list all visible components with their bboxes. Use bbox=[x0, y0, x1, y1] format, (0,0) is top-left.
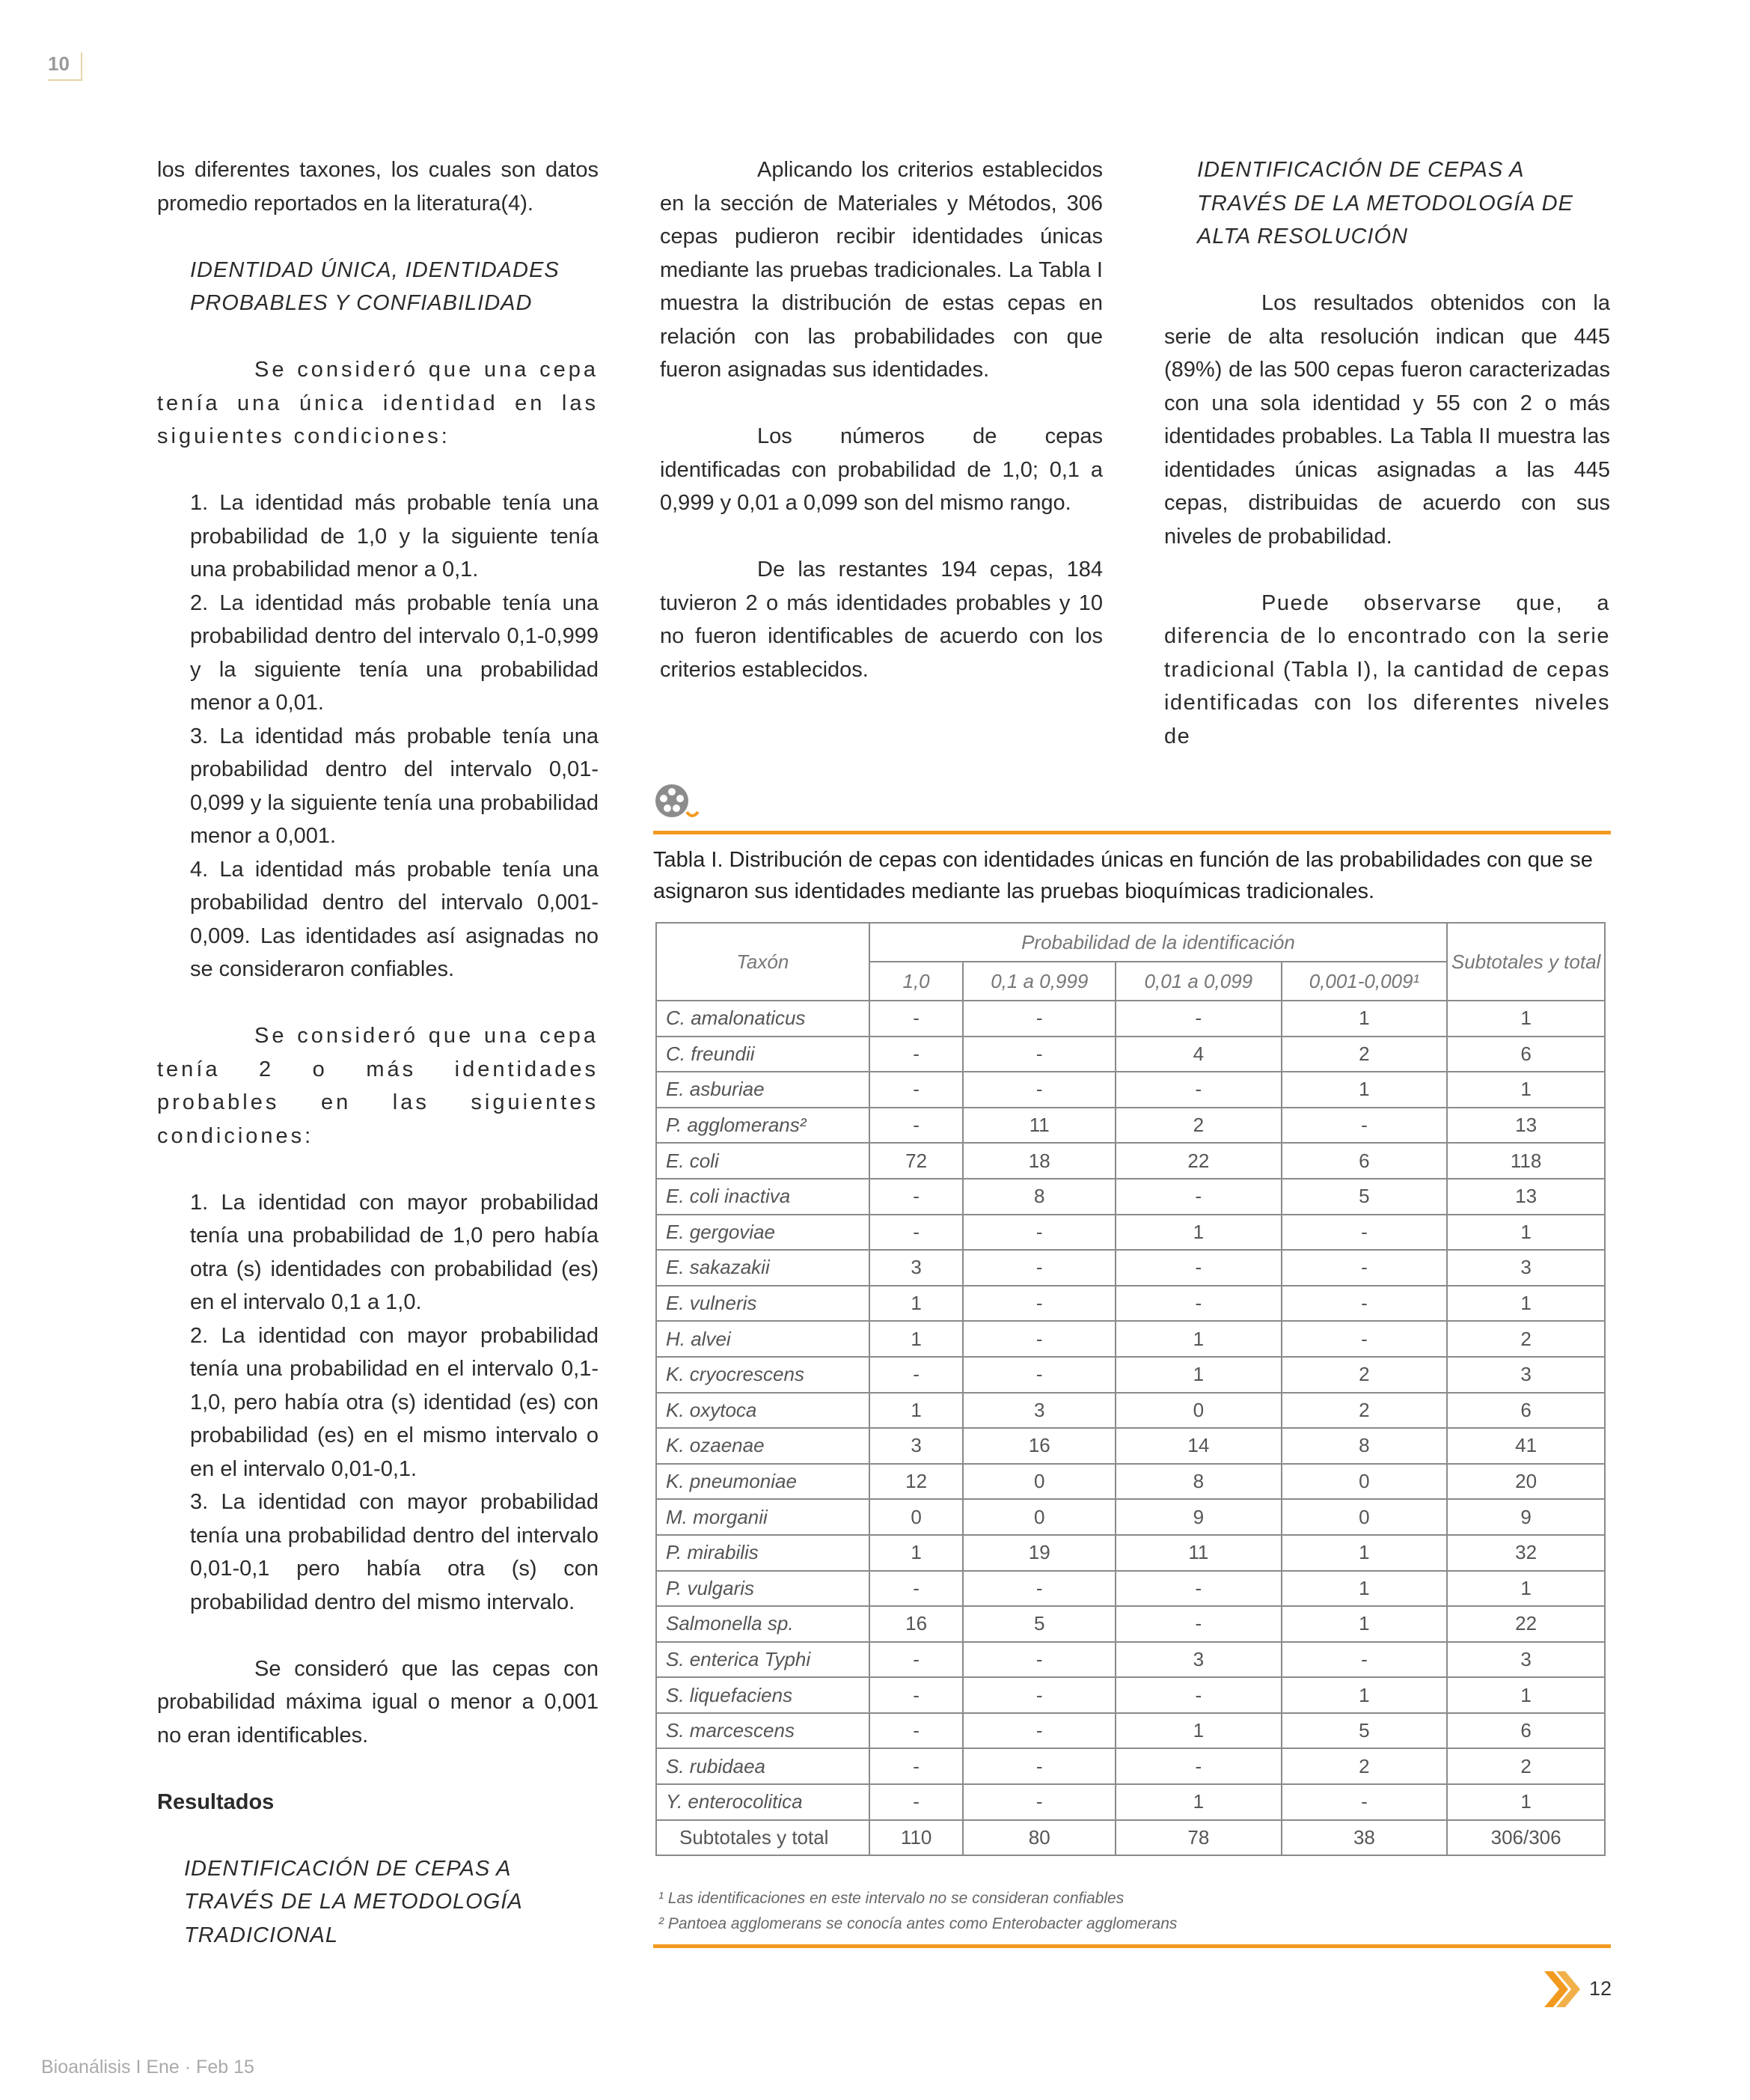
value-cell: - bbox=[963, 1713, 1116, 1749]
value-cell: - bbox=[963, 1357, 1116, 1393]
taxon-cell: E. sakazakii bbox=[656, 1250, 869, 1286]
page-number-bottom: 12 bbox=[1589, 1977, 1612, 2000]
section-heading-results: Resultados bbox=[157, 1789, 275, 1814]
value-cell: 0 bbox=[1116, 1393, 1282, 1429]
paragraph-unique-identity: Se consideró que una cepa tenía una única identidad en las siguientes condiciones: bbox=[157, 358, 599, 448]
value-cell: 2 bbox=[1282, 1037, 1448, 1072]
value-cell: 3 bbox=[963, 1393, 1116, 1429]
table-row bbox=[656, 1677, 1605, 1713]
value-cell: 1 bbox=[1116, 1713, 1282, 1749]
value-cell: 306/306 bbox=[1447, 1820, 1605, 1856]
table-row bbox=[656, 1108, 1605, 1144]
value-cell: 1 bbox=[1282, 1001, 1448, 1037]
footnote-1: ¹ Las identificaciones en este intervalo no se consideran confiables bbox=[658, 1890, 1125, 1907]
value-cell: - bbox=[869, 1001, 964, 1037]
paragraph-multiple-identities: Se consideró que una cepa tenía 2 o más identidades probables en las siguientes condiciones: bbox=[157, 1024, 599, 1148]
table-row bbox=[656, 1215, 1605, 1251]
value-cell: - bbox=[1116, 1571, 1282, 1607]
taxon-cell: E. vulneris bbox=[656, 1286, 869, 1322]
value-cell: - bbox=[963, 1037, 1116, 1072]
footnote-2: ² Pantoea agglomerans se conocía antes como Enterobacter agglomerans bbox=[658, 1915, 1178, 1932]
value-cell: - bbox=[1282, 1286, 1448, 1322]
value-cell: 14 bbox=[1116, 1428, 1282, 1464]
value-cell: - bbox=[963, 1250, 1116, 1286]
list-item: 2. La identidad con mayor probabilidad tenía una probabilidad en el intervalo 0,1-1,0, pero había otra (s) identidad (es) con probabilidad (es) en el mismo intervalo o en el intervalo 0,01-0,1. bbox=[190, 1323, 599, 1481]
taxon-cell: P. agglomerans² bbox=[656, 1108, 869, 1144]
section-heading-high-resolution: IDENTIFICACIÓN DE CEPAS A TRAVÉS DE LA METODOLOGÍA DE ALTA RESOLUCIÓN bbox=[1197, 158, 1573, 248]
film-reel-icon bbox=[653, 782, 706, 819]
value-cell: 0 bbox=[963, 1464, 1116, 1500]
value-cell: 5 bbox=[1282, 1713, 1448, 1749]
value-cell: - bbox=[963, 1571, 1116, 1607]
list-item: 1. La identidad con mayor probabilidad tenía una probabilidad de 1,0 pero había otra (s) identidades con probabilidad (es) en el intervalo 0,1 a 1,0. bbox=[190, 1190, 599, 1314]
value-cell: 38 bbox=[1282, 1820, 1448, 1856]
section-heading-identity: IDENTIDAD ÚNICA, IDENTIDADES PROBABLES Y CONFIABILIDAD bbox=[190, 257, 560, 315]
value-cell: 1 bbox=[1447, 1677, 1605, 1713]
taxon-cell: P. mirabilis bbox=[656, 1535, 869, 1571]
value-cell: 8 bbox=[1282, 1428, 1448, 1464]
table-row bbox=[656, 1357, 1605, 1393]
value-cell: - bbox=[869, 1713, 964, 1749]
value-cell: - bbox=[869, 1357, 964, 1393]
value-cell: - bbox=[869, 1642, 964, 1678]
value-cell: 1 bbox=[1282, 1677, 1448, 1713]
intro-paragraph: los diferentes taxones, los cuales son datos promedio reportados en la literatura(4). bbox=[157, 158, 599, 216]
value-cell: 0 bbox=[1282, 1499, 1448, 1535]
paragraph-high-resolution: Los resultados obtenidos con la serie de alta resolución indican que 445 (89%) de las 500 cepas fueron caracterizadas con una sola identidad y 55 con 2 o más identidades probables. La Tabla II muestra las identidades únicas asignadas a las 445 cepas, distribuidas de acuerdo con sus niveles de probabilidad. bbox=[1164, 291, 1610, 549]
table-row bbox=[656, 1250, 1605, 1286]
value-cell: 41 bbox=[1447, 1428, 1605, 1464]
value-cell: 32 bbox=[1447, 1535, 1605, 1571]
list-item: 3. La identidad con mayor probabilidad tenía una probabilidad dentro del intervalo 0,01-0,1 pero había otra (s) con probabilidad dentro del mismo intervalo. bbox=[190, 1490, 599, 1614]
value-cell: 8 bbox=[963, 1179, 1116, 1215]
taxon-cell: K. pneumoniae bbox=[656, 1464, 869, 1500]
value-cell: 2 bbox=[1447, 1321, 1605, 1357]
value-cell: - bbox=[963, 1784, 1116, 1820]
value-cell: - bbox=[1282, 1250, 1448, 1286]
table-row bbox=[656, 1072, 1605, 1108]
value-cell: 1 bbox=[1447, 1571, 1605, 1607]
value-cell: 1 bbox=[1282, 1535, 1448, 1571]
table-row bbox=[656, 1143, 1605, 1179]
value-cell: 0 bbox=[963, 1499, 1116, 1535]
value-cell: 1 bbox=[1116, 1357, 1282, 1393]
value-cell: 1 bbox=[869, 1393, 964, 1429]
taxon-cell: Y. enterocolitica bbox=[656, 1784, 869, 1820]
table-container bbox=[655, 922, 1606, 1856]
value-cell: 2 bbox=[1282, 1357, 1448, 1393]
header-prob-col: 0,1 a 0,999 bbox=[963, 962, 1116, 1001]
taxon-cell: P. vulgaris bbox=[656, 1571, 869, 1607]
value-cell: 3 bbox=[869, 1428, 964, 1464]
taxon-cell: C. freundii bbox=[656, 1037, 869, 1072]
value-cell: 1 bbox=[1282, 1571, 1448, 1607]
value-cell: 1 bbox=[1116, 1215, 1282, 1251]
value-cell: 1 bbox=[1447, 1286, 1605, 1322]
value-cell: 1 bbox=[1116, 1321, 1282, 1357]
list-item: 3. La identidad más probable tenía una probabilidad dentro del intervalo 0,01-0,099 y la siguiente tenía una probabilidad menor a 0,001. bbox=[190, 724, 599, 848]
value-cell: 11 bbox=[963, 1108, 1116, 1144]
paragraph-remaining: De las restantes 194 cepas, 184 tuvieron 2 o más identidades probables y 10 no fueron identificables de acuerdo con los criterios establecidos. bbox=[660, 558, 1103, 682]
value-cell: - bbox=[869, 1108, 964, 1144]
page-number-top: 10 bbox=[48, 52, 82, 81]
value-cell: 8 bbox=[1116, 1464, 1282, 1500]
taxon-cell: C. amalonaticus bbox=[656, 1001, 869, 1037]
column-middle bbox=[660, 153, 1103, 686]
value-cell: 1 bbox=[1282, 1072, 1448, 1108]
column-left bbox=[157, 153, 599, 1952]
value-cell: - bbox=[1282, 1784, 1448, 1820]
value-cell: 11 bbox=[1116, 1535, 1282, 1571]
value-cell: 1 bbox=[1447, 1001, 1605, 1037]
footer-publication: Bioanálisis I Ene · Feb 15 bbox=[41, 2057, 254, 2078]
value-cell: 19 bbox=[963, 1535, 1116, 1571]
taxon-cell: E. asburiae bbox=[656, 1072, 869, 1108]
table-row bbox=[656, 1428, 1605, 1464]
value-cell: - bbox=[869, 1215, 964, 1251]
table-row bbox=[656, 1784, 1605, 1820]
list-item: 4. La identidad más probable tenía una probabilidad dentro del intervalo 0,001-0,009. Las identidades así asignadas no se consideraron confiables. bbox=[190, 857, 599, 981]
table-row bbox=[656, 1535, 1605, 1571]
taxon-cell: E. coli bbox=[656, 1143, 869, 1179]
value-cell: 2 bbox=[1282, 1393, 1448, 1429]
strain-distribution-table bbox=[655, 922, 1606, 1856]
header-prob-col: 0,001-0,009¹ bbox=[1282, 962, 1448, 1001]
taxon-cell: S. enterica Typhi bbox=[656, 1642, 869, 1678]
header-probability: Probabilidad de la identificación bbox=[869, 923, 1448, 962]
table-top-rule bbox=[653, 831, 1611, 834]
value-cell: 4 bbox=[1116, 1037, 1282, 1072]
taxon-cell: E. gergoviae bbox=[656, 1215, 869, 1251]
taxon-cell: M. morganii bbox=[656, 1499, 869, 1535]
table-notes bbox=[658, 1886, 1177, 1937]
table-row bbox=[656, 1037, 1605, 1072]
table-row bbox=[656, 1393, 1605, 1429]
taxon-cell: K. oxytoca bbox=[656, 1393, 869, 1429]
taxon-cell: Salmonella sp. bbox=[656, 1606, 869, 1642]
value-cell: - bbox=[1282, 1321, 1448, 1357]
value-cell: - bbox=[963, 1748, 1116, 1784]
value-cell: 6 bbox=[1447, 1393, 1605, 1429]
table-row bbox=[656, 1464, 1605, 1500]
value-cell: 22 bbox=[1116, 1143, 1282, 1179]
value-cell: - bbox=[869, 1179, 964, 1215]
value-cell: 22 bbox=[1447, 1606, 1605, 1642]
paragraph-ranges: Los números de cepas identificadas con probabilidad de 1,0; 0,1 a 0,999 y 0,01 a 0,099 son del mismo rango. bbox=[660, 424, 1103, 515]
header-subtotal: Subtotales y total bbox=[1447, 923, 1605, 1001]
value-cell: - bbox=[963, 1215, 1116, 1251]
value-cell: 20 bbox=[1447, 1464, 1605, 1500]
value-cell: 1 bbox=[1447, 1784, 1605, 1820]
value-cell: 6 bbox=[1447, 1037, 1605, 1072]
list-item: 1. La identidad más probable tenía una probabilidad de 1,0 y la siguiente tenía una probabilidad menor a 0,1. bbox=[190, 491, 599, 582]
table-row bbox=[656, 1286, 1605, 1322]
value-cell: 2 bbox=[1116, 1108, 1282, 1144]
value-cell: - bbox=[1116, 1286, 1282, 1322]
value-cell: 3 bbox=[1447, 1250, 1605, 1286]
value-cell: 18 bbox=[963, 1143, 1116, 1179]
taxon-cell: H. alvei bbox=[656, 1321, 869, 1357]
value-cell: - bbox=[1116, 1250, 1282, 1286]
value-cell: 12 bbox=[869, 1464, 964, 1500]
value-cell: 5 bbox=[1282, 1179, 1448, 1215]
value-cell: 1 bbox=[1282, 1606, 1448, 1642]
value-cell: 78 bbox=[1116, 1820, 1282, 1856]
value-cell: - bbox=[963, 1072, 1116, 1108]
value-cell: 118 bbox=[1447, 1143, 1605, 1179]
paragraph-criteria: Aplicando los criterios establecidos en la sección de Materiales y Métodos, 306 cepas pudieron recibir identidades únicas mediante las pruebas tradicionales. La Tabla I muestra la distribución de estas cepas en relación con las probabilidades con que fueron asignadas sus identidades. bbox=[660, 158, 1103, 382]
value-cell: 6 bbox=[1447, 1713, 1605, 1749]
value-cell: 2 bbox=[1447, 1748, 1605, 1784]
section-heading-traditional: IDENTIFICACIÓN DE CEPAS A TRAVÉS DE LA METODOLOGÍA TRADICIONAL bbox=[184, 1856, 522, 1947]
value-cell: - bbox=[869, 1784, 964, 1820]
taxon-cell: S. marcescens bbox=[656, 1713, 869, 1749]
taxon-cell: S. liquefaciens bbox=[656, 1677, 869, 1713]
value-cell: - bbox=[1282, 1108, 1448, 1144]
table-bottom-rule bbox=[653, 1944, 1611, 1948]
value-cell: 3 bbox=[1116, 1642, 1282, 1678]
value-cell: 3 bbox=[1447, 1357, 1605, 1393]
value-cell: - bbox=[869, 1072, 964, 1108]
value-cell: - bbox=[1116, 1179, 1282, 1215]
value-cell: - bbox=[869, 1037, 964, 1072]
table-row bbox=[656, 1001, 1605, 1037]
value-cell: - bbox=[963, 1321, 1116, 1357]
table-row bbox=[656, 1642, 1605, 1678]
taxon-cell: Subtotales y total bbox=[656, 1820, 869, 1856]
double-chevron-right-icon bbox=[1543, 1970, 1582, 2009]
header-taxon: Taxón bbox=[656, 923, 869, 1001]
taxon-cell: S. rubidaea bbox=[656, 1748, 869, 1784]
paragraph-comparison: Puede observarse que, a diferencia de lo encontrado con la serie tradicional (Tabla I), la cantidad de cepas identificadas con los diferentes niveles de bbox=[1164, 590, 1610, 748]
value-cell: - bbox=[869, 1677, 964, 1713]
value-cell: 2 bbox=[1282, 1748, 1448, 1784]
header-prob-col: 0,01 a 0,099 bbox=[1116, 962, 1282, 1001]
value-cell: - bbox=[1282, 1215, 1448, 1251]
value-cell: 16 bbox=[869, 1606, 964, 1642]
value-cell: - bbox=[869, 1748, 964, 1784]
value-cell: 6 bbox=[1282, 1143, 1448, 1179]
value-cell: - bbox=[1282, 1642, 1448, 1678]
value-cell: 9 bbox=[1116, 1499, 1282, 1535]
value-cell: 1 bbox=[869, 1535, 964, 1571]
list-item: 2. La identidad más probable tenía una probabilidad dentro del intervalo 0,1-0,999 y la siguiente tenía una probabilidad menor a 0,01. bbox=[190, 590, 599, 715]
value-cell: - bbox=[1116, 1677, 1282, 1713]
value-cell: 5 bbox=[963, 1606, 1116, 1642]
value-cell: 1 bbox=[1116, 1784, 1282, 1820]
value-cell: - bbox=[963, 1677, 1116, 1713]
value-cell: - bbox=[963, 1286, 1116, 1322]
value-cell: - bbox=[1116, 1072, 1282, 1108]
value-cell: 3 bbox=[869, 1250, 964, 1286]
value-cell: 110 bbox=[869, 1820, 964, 1856]
table-row bbox=[656, 1748, 1605, 1784]
table-row bbox=[656, 1321, 1605, 1357]
table-row bbox=[656, 1499, 1605, 1535]
value-cell: - bbox=[1116, 1748, 1282, 1784]
value-cell: - bbox=[869, 1571, 964, 1607]
taxon-cell: K. cryocrescens bbox=[656, 1357, 869, 1393]
value-cell: 0 bbox=[1282, 1464, 1448, 1500]
value-cell: 72 bbox=[869, 1143, 964, 1179]
value-cell: 1 bbox=[869, 1321, 964, 1357]
value-cell: 9 bbox=[1447, 1499, 1605, 1535]
table-row bbox=[656, 1571, 1605, 1607]
value-cell: 1 bbox=[1447, 1072, 1605, 1108]
taxon-cell: K. ozaenae bbox=[656, 1428, 869, 1464]
value-cell: - bbox=[1116, 1001, 1282, 1037]
taxon-cell: E. coli inactiva bbox=[656, 1179, 869, 1215]
value-cell: 3 bbox=[1447, 1642, 1605, 1678]
header-prob-col: 1,0 bbox=[869, 962, 964, 1001]
table-caption: Tabla I. Distribución de cepas con identidades únicas en función de las probabilidades con que se asignaron sus identidades mediante las pruebas bioquímicas tradicionales. bbox=[653, 848, 1593, 903]
value-cell: 13 bbox=[1447, 1108, 1605, 1144]
table-row bbox=[656, 1179, 1605, 1215]
value-cell: 0 bbox=[869, 1499, 964, 1535]
value-cell: 80 bbox=[963, 1820, 1116, 1856]
table-total-row bbox=[656, 1820, 1605, 1856]
value-cell: 1 bbox=[869, 1286, 964, 1322]
value-cell: 13 bbox=[1447, 1179, 1605, 1215]
table-row bbox=[656, 1713, 1605, 1749]
value-cell: 16 bbox=[963, 1428, 1116, 1464]
value-cell: - bbox=[1116, 1606, 1282, 1642]
value-cell: - bbox=[963, 1642, 1116, 1678]
value-cell: - bbox=[963, 1001, 1116, 1037]
paragraph-unidentifiable: Se consideró que las cepas con probabilidad máxima igual o menor a 0,001 no eran identificables. bbox=[157, 1656, 599, 1748]
value-cell: 1 bbox=[1447, 1215, 1605, 1251]
table-body bbox=[656, 1001, 1605, 1855]
column-right bbox=[1164, 153, 1610, 753]
table-row bbox=[656, 1606, 1605, 1642]
